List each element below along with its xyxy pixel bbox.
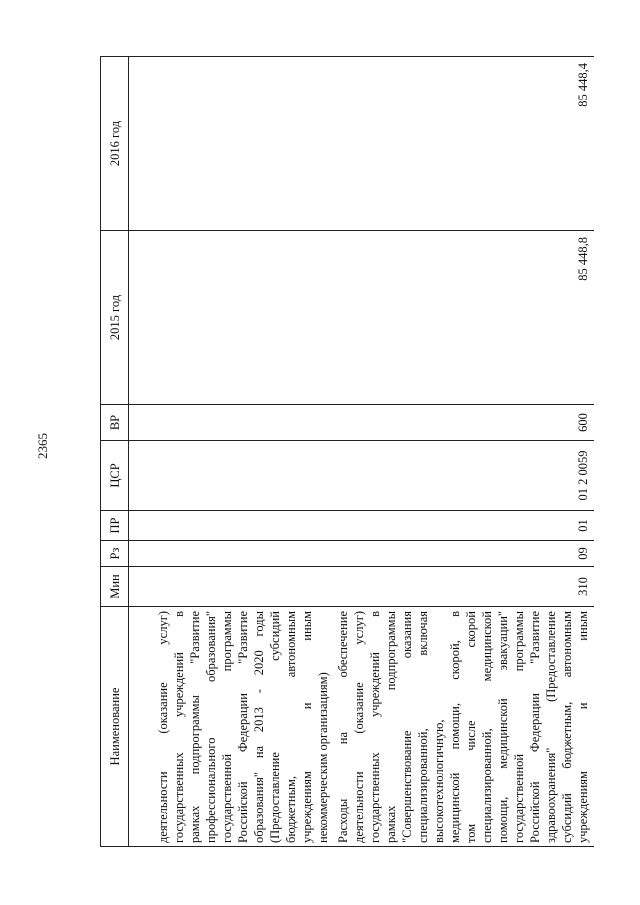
- header-2016: 2016 год: [101, 57, 129, 231]
- row-2-rz: 09: [333, 541, 594, 567]
- row-1-rz: [129, 541, 334, 567]
- header-vr: ВР: [101, 405, 129, 441]
- name-line: учреждениям и иным: [300, 611, 314, 843]
- row-2-csr: 01 2 0059: [333, 441, 594, 511]
- row-2-2016: 85 448,4: [333, 57, 594, 231]
- header-pr: ПР: [101, 511, 129, 541]
- header-2015: 2015 год: [101, 231, 129, 405]
- name-line: деятельности (оказание услуг): [352, 611, 366, 843]
- name-line: рамках подпрограммы "Развитие: [188, 611, 202, 843]
- name-line: деятельности (оказание услуг): [156, 611, 170, 843]
- name-line: рамках подпрограммы: [384, 611, 398, 843]
- name-line: государственной программы: [512, 611, 526, 843]
- name-line: медицинской помощи, скорой, в: [448, 611, 462, 843]
- table-header-row: [101, 57, 129, 847]
- rotated-page-content: [100, 57, 605, 847]
- header-min: Мин: [101, 567, 129, 607]
- row-1-name: [129, 607, 334, 847]
- header-csr: ЦСР: [101, 441, 129, 511]
- name-line: Российской Федерации "Развитие: [236, 611, 250, 843]
- row-1-min: [129, 567, 334, 607]
- name-line: Российской Федерации "Развитие: [528, 611, 542, 843]
- row-2-vr: 600: [333, 405, 594, 441]
- name-line: бюджетным, автономным: [284, 611, 298, 843]
- name-line: учреждениям и иным: [576, 611, 590, 843]
- table-row: [333, 57, 594, 847]
- row-2-name: [333, 607, 594, 847]
- name-line: высокотехнологичную,: [432, 719, 446, 843]
- row-2-2015: 85 448,8: [333, 231, 594, 405]
- row-1-vr: [129, 405, 334, 441]
- name-line: здравоохранения" (Предоставление: [544, 611, 558, 843]
- row-2-min: 310: [333, 567, 594, 607]
- name-line: образования" на 2013 - 2020 годы: [252, 611, 266, 843]
- name-line: специализированной, медицинской: [480, 611, 494, 843]
- row-1-2016: [129, 57, 334, 231]
- name-line: государственных учреждений в: [368, 611, 382, 843]
- row-1-csr: [129, 441, 334, 511]
- name-line: помощи, медицинской эвакуации": [496, 611, 510, 843]
- name-line: специализированной, включая: [416, 611, 430, 843]
- name-line: некоммерческим организациям): [316, 672, 330, 843]
- row-2-pr: 01: [333, 511, 594, 541]
- header-rz: Рз: [101, 541, 129, 567]
- name-line: Расходы на обеспечение: [336, 611, 350, 843]
- name-line: "Совершенствование оказания: [400, 611, 414, 843]
- table-row: [129, 57, 334, 847]
- name-line: субсидий бюджетным, автономным: [560, 611, 574, 843]
- header-name: Наименование: [101, 607, 129, 847]
- budget-table: [100, 56, 594, 847]
- name-line: государственной программы: [220, 611, 234, 843]
- name-line: профессионального образования": [204, 611, 218, 843]
- row-1-pr: [129, 511, 334, 541]
- name-line: (Предоставление субсидий: [268, 611, 282, 843]
- page-number: 2365: [35, 433, 50, 459]
- row-1-2015: [129, 231, 334, 405]
- name-line: том числе скорой: [464, 611, 478, 843]
- name-line: государственных учреждений в: [172, 611, 186, 843]
